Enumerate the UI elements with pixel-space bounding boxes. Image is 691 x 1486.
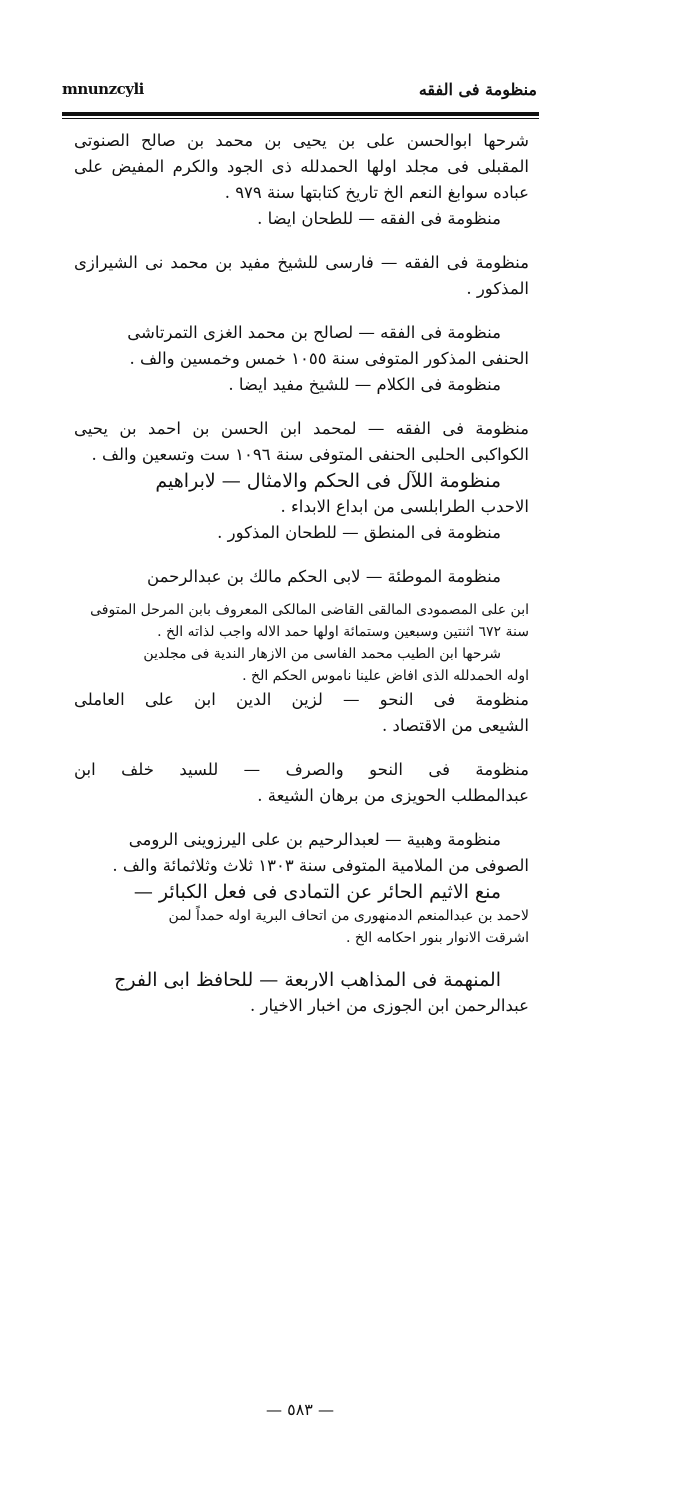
header-rule-thin: [62, 118, 539, 119]
paragraph-gap: [74, 949, 529, 967]
text-line: الصوفى من الملامية المتوفى سنة ١٣٠٣ ثلاث وثلاثمائة والف .: [112, 856, 529, 875]
header-rule-thick: [62, 112, 539, 116]
text-line: عباده سوابغ النعم الخ تاريخ كتابتها سنة ٩٧٩ .: [224, 183, 529, 202]
text-line: الشيعى من الاقتصاد .: [382, 716, 529, 735]
text-line: الاحدب الطرابلسى من ابداع الابداء .: [280, 497, 529, 516]
header-title: منظومة فى الفقه: [418, 80, 537, 99]
text-line: منظومة فى الفقه — لمحمد ابن الحسن بن احمد بن يحيى: [74, 419, 529, 438]
header-transliteration: mnunzcyli: [62, 80, 144, 98]
paragraph-gap: [74, 809, 529, 827]
text-line: لاحمد بن عبدالمنعم الدمنهورى من اتحاف البرية اوله حمداً لمن: [168, 908, 529, 924]
paragraph-gap: [74, 739, 529, 757]
paragraph-gap: [74, 546, 529, 564]
text-line: عبدالرحمن ابن الجوزى من اخبار الاخيار .: [250, 996, 529, 1015]
page-number: — ٥٨٣ —: [266, 1400, 334, 1419]
text-line: منظومة فى النحو والصرف — للسيد خلف ابن: [74, 760, 529, 779]
paragraph-gap: [74, 398, 529, 416]
text-line: منظومة اللآل فى الحكم والامثال — لابراهيم: [155, 470, 501, 492]
paragraph-gap: [74, 302, 529, 320]
text-line: المنهمة فى المذاهب الاربعة — للحافظ ابى الفرج: [114, 969, 501, 991]
text-line: منظومة فى المنطق — للطحان المذكور .: [217, 523, 501, 542]
running-header: [62, 80, 537, 102]
text-line: المذكور .: [466, 279, 529, 298]
text-line: اوله الحمدلله الذى افاض علينا ناموس الحكم الخ .: [242, 668, 529, 684]
text-line: الحنفى المذكور المتوفى سنة ١٠٥٥ خمس وخمسين والف .: [129, 349, 529, 368]
text-line: منظومة الموطئة — لابى الحكم مالك بن عبدالرحمن: [147, 567, 501, 586]
text-line: منظومة وهبية — لعبدالرحيم بن على اليرزوينى الرومى: [128, 830, 501, 849]
paragraph-gap: [74, 590, 529, 599]
entries-text: [74, 128, 529, 1398]
text-line: منظومة فى الكلام — للشيخ مفيد ايضا .: [228, 375, 501, 394]
text-line: ابن على المصمودى المالقى القاضى المالكى المعروف بابن المرحل المتوفى: [90, 602, 529, 618]
text-line: منظومة فى النحو — لزين الدين ابن على العاملى: [74, 690, 529, 709]
text-line: المقبلى فى مجلد اولها الحمدلله ذى الجود والكرم المفيض على: [74, 157, 529, 176]
text-line: اشرقت الانوار بنور احكامه الخ .: [346, 930, 529, 946]
text-line: عبدالمطلب الحويزى من برهان الشيعة .: [257, 786, 529, 805]
text-line: منظومة فى الفقه — للطحان ايضا .: [257, 209, 501, 228]
text-line: منظومة فى الفقه — فارسى للشيخ مفيد بن محمد نى الشيرازى: [74, 253, 529, 272]
text-line: سنة ٦٧٢ اثنتين وسبعين وستمائة اولها حمد الاله واجب لذاته الخ .: [157, 624, 529, 640]
paragraph-gap: [74, 232, 529, 250]
text-line: منظومة فى الفقه — لصالح بن محمد الغزى التمرتاشى: [127, 323, 501, 342]
text-line: الكواكبى الحلبى الحنفى المتوفى سنة ١٠٩٦ ست وتسعين والف .: [91, 445, 529, 464]
text-line: شرحها ابوالحسن على بن يحيى بن محمد بن صالح الصنوتى: [74, 131, 529, 150]
text-line: شرحها ابن الطيب محمد الفاسى من الازهار الندية فى مجلدين: [143, 646, 501, 662]
text-line: منع الاثيم الحائر عن التمادى فى فعل الكبائر —: [133, 881, 501, 903]
